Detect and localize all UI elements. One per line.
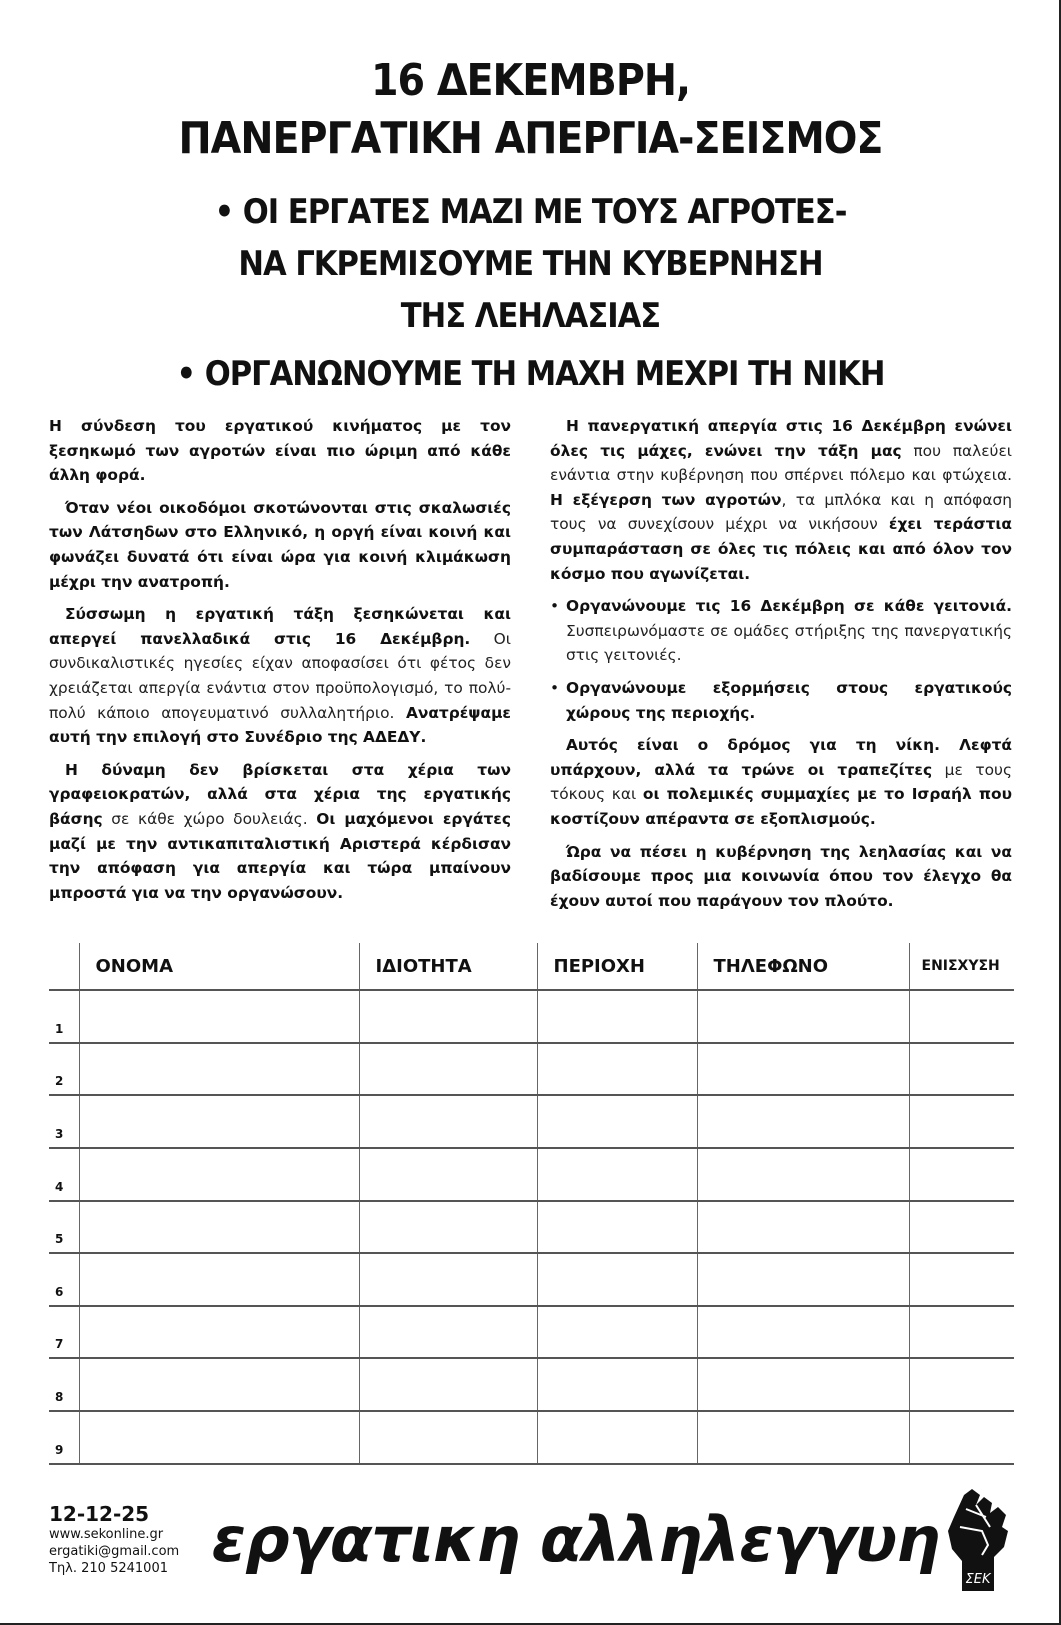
cell-donation[interactable] xyxy=(909,1043,1014,1096)
cell-donation[interactable] xyxy=(909,1358,1014,1411)
body-columns xyxy=(49,414,1012,921)
cell-area[interactable] xyxy=(537,1253,697,1306)
right-bullet-1-bold: Οργανώνουμε τις 16 Δεκέμβρη σε κάθε γειτονιά. xyxy=(566,597,1012,616)
cell-area[interactable] xyxy=(537,1306,697,1359)
table-row xyxy=(49,1148,1014,1201)
slogan-1-line-3: ΤΗΣ ΛΕΗΛΑΣΙΑΣ xyxy=(400,296,661,336)
left-column xyxy=(49,414,511,921)
right-bullet-2 xyxy=(550,676,1012,725)
row-number: 9 xyxy=(49,1411,79,1464)
table-row xyxy=(49,1095,1014,1148)
row-number: 8 xyxy=(49,1358,79,1411)
cell-phone[interactable] xyxy=(697,1253,909,1306)
cell-phone[interactable] xyxy=(697,1358,909,1411)
right-p2-bold: Αυτός είναι ο δρόμος για τη νίκη. Λεφτά υπάρχουν, αλλά τα τρώνε οι τραπεζίτες xyxy=(550,736,1012,779)
cell-phone[interactable] xyxy=(697,1148,909,1201)
left-paragraph-3 xyxy=(49,602,511,750)
row-number: 4 xyxy=(49,1148,79,1201)
header-occupation: ΙΔΙΟΤΗΤΑ xyxy=(359,943,537,990)
main-title xyxy=(49,52,1012,168)
cell-area[interactable] xyxy=(537,1043,697,1096)
right-p1-light: που παλεύει ενάντια στην κυβέρνηση που σπέρνει πόλεμο και φτώχεια. xyxy=(550,441,1012,485)
cell-area[interactable] xyxy=(537,1095,697,1148)
phone-number: Τηλ. 210 5241001 xyxy=(49,1561,168,1577)
left-paragraph-1 xyxy=(49,414,511,488)
left-paragraph-4 xyxy=(49,758,511,906)
cell-name[interactable] xyxy=(79,1306,359,1359)
masthead-logo: εργατικη αλληλεγγυη xyxy=(211,1502,940,1576)
cell-occupation[interactable] xyxy=(359,1411,537,1464)
cell-area[interactable] xyxy=(537,1411,697,1464)
row-number: 5 xyxy=(49,1201,79,1254)
cell-phone[interactable] xyxy=(697,1201,909,1254)
cell-occupation[interactable] xyxy=(359,1358,537,1411)
row-number: 1 xyxy=(49,990,79,1043)
cell-occupation[interactable] xyxy=(359,1201,537,1254)
bullet-icon: • xyxy=(550,678,560,697)
cell-occupation[interactable] xyxy=(359,1306,537,1359)
footer xyxy=(49,1487,1012,1593)
slogan-1-line-1: • ΟΙ ΕΡΓΑΤΕΣ ΜΑΖΙ ΜΕ ΤΟΥΣ ΑΓΡΟΤΕΣ- xyxy=(214,192,847,232)
right-paragraph-3 xyxy=(550,840,1012,914)
issue-date: 12-12-25 xyxy=(49,1502,150,1527)
cell-donation[interactable] xyxy=(909,1306,1014,1359)
right-column xyxy=(550,414,1012,921)
right-p1-bold3: έχει τεράστια συμπαράσταση σε όλες τις πόλεις και από όλον τον κόσμο που αγωνίζεται. xyxy=(550,515,1013,583)
table-row xyxy=(49,1411,1014,1464)
cell-occupation[interactable] xyxy=(359,990,537,1043)
right-p1-bold: Η πανεργατική απεργία στις 16 Δεκέμβρη ενώνει όλες τις μάχες, ενώνει την τάξη μας xyxy=(550,417,1012,460)
left-paragraph-2 xyxy=(49,496,511,594)
row-number: 6 xyxy=(49,1253,79,1306)
right-p3-bold: Ώρα να πέσει η κυβέρνηση της λεηλασίας και να βαδίσουμε προς μια κοινωνία όπου τον έλεγχο θα έχουν αυτοί που παράγουν τον πλούτο. xyxy=(550,842,1012,910)
left-p2-text: Όταν νέοι οικοδόμοι σκοτώνονται στις σκαλωσιές των Λάτσηδων στο Ελληνικό, η οργή είναι κοινή και φωνάζει δυνατά ότι είναι ώρα για κοινή κλιμάκωση μέχρι την ανατροπή. xyxy=(49,498,511,591)
cell-phone[interactable] xyxy=(697,1411,909,1464)
cell-occupation[interactable] xyxy=(359,1043,537,1096)
cell-name[interactable] xyxy=(79,1095,359,1148)
slogan-1-line-2: ΝΑ ΓΚΡΕΜΙΣΟΥΜΕ ΤΗΝ ΚΥΒΕΡΝΗΣΗ xyxy=(238,244,823,284)
right-bullet-1 xyxy=(550,594,1012,668)
header-phone: ΤΗΛΕΦΩΝΟ xyxy=(697,943,909,990)
cell-phone[interactable] xyxy=(697,1043,909,1096)
left-p4-bold: Η δύναμη δεν βρίσκεται στα χέρια των γραφειοκρατών, αλλά στα χέρια της εργατικής βάσης xyxy=(49,760,511,828)
cell-occupation[interactable] xyxy=(359,1148,537,1201)
cell-area[interactable] xyxy=(537,1148,697,1201)
cell-name[interactable] xyxy=(79,1148,359,1201)
bullet-icon: • xyxy=(550,597,560,616)
slogan-1 xyxy=(49,186,1012,342)
cell-phone[interactable] xyxy=(697,1095,909,1148)
right-p2-light: με τους τόκους και xyxy=(550,760,1012,804)
cell-phone[interactable] xyxy=(697,1306,909,1359)
table-header-row xyxy=(49,943,1014,990)
cell-phone[interactable] xyxy=(697,990,909,1043)
slogan-2-text: • ΟΡΓΑΝΩΝΟΥΜΕ ΤΗ ΜΑΧΗ ΜΕΧΡΙ ΤΗ ΝΙΚΗ xyxy=(176,354,885,394)
cell-occupation[interactable] xyxy=(359,1095,537,1148)
right-paragraph-2 xyxy=(550,733,1012,831)
row-number: 7 xyxy=(49,1306,79,1359)
table-row xyxy=(49,990,1014,1043)
email-link[interactable]: ergatiki@gmail.com xyxy=(49,1544,180,1560)
header-number-cell xyxy=(49,943,79,990)
right-paragraph-1 xyxy=(550,414,1012,586)
cell-donation[interactable] xyxy=(909,1411,1014,1464)
cell-name[interactable] xyxy=(79,1358,359,1411)
header-name: ΟΝΟΜΑ xyxy=(79,943,359,990)
slogan-2 xyxy=(49,348,1012,400)
left-p3-bold2: Ανατρέψαμε αυτή την επιλογή στο Συνέδριο της ΑΔΕΔΥ. xyxy=(49,703,511,747)
website-link[interactable]: www.sekonline.gr xyxy=(49,1527,164,1543)
signup-table xyxy=(49,943,1014,1464)
right-p2-bold2: οι πολεμικές συμμαχίες με το Ισραήλ που κοστίζουν απέραντα σε εξοπλισμούς. xyxy=(550,785,1012,828)
cell-name[interactable] xyxy=(79,1043,359,1096)
table-row xyxy=(49,1358,1014,1411)
cell-area[interactable] xyxy=(537,1201,697,1254)
cell-area[interactable] xyxy=(537,990,697,1043)
right-p1-bold2: Η εξέγερση των αγροτών xyxy=(550,490,782,509)
table-row xyxy=(49,1306,1014,1359)
left-p4-light: σε κάθε χώρο δουλειάς. xyxy=(102,809,317,828)
table-row xyxy=(49,1201,1014,1254)
right-bullet-2-bold: Οργανώνουμε εξορμήσεις στους εργατικούς χώρους της περιοχής. xyxy=(566,678,1012,722)
left-p4-bold2: Οι μαχόμενοι εργάτες μαζί με την αντικαπιταλιστική Αριστερά κέρδισαν την απόφαση για απεργία και τώρα μπαίνουν μπροστά για να την οργανώσουν. xyxy=(49,809,511,902)
left-p3-bold: Σύσσωμη η εργατική τάξη ξεσηκώνεται και απεργεί πανελλαδικά στις 16 Δεκέμβρη. xyxy=(49,605,511,648)
title-line-2: ΠΑΝΕΡΓΑΤΙΚΗ ΑΠΕΡΓΙΑ-ΣΕΙΣΜΟΣ xyxy=(178,113,883,164)
row-number: 3 xyxy=(49,1095,79,1148)
right-bullet-1-light: Συσπειρωνόμαστε σε ομάδες στήριξης της πανεργατικής στις γειτονιές. xyxy=(566,621,1012,665)
cell-donation[interactable] xyxy=(909,1253,1014,1306)
left-p1-text: Η σύνδεση του εργατικού κινήματος με τον ξεσηκωμό των αγροτών είναι πιο ώριμη από κάθε άλλη φορά. xyxy=(49,417,511,485)
table-row xyxy=(49,1043,1014,1096)
raised-fist-icon xyxy=(946,1487,1012,1593)
header-donation: ΕΝΙΣΧΥΣΗ xyxy=(909,943,1014,990)
right-p1-light2: , τα μπλόκα και η απόφαση τους να συνεχίσουν μέχρι να νικήσουν xyxy=(550,490,1012,534)
cell-donation[interactable] xyxy=(909,990,1014,1043)
header-area: ΠΕΡΙΟΧΗ xyxy=(537,943,697,990)
cell-donation[interactable] xyxy=(909,1148,1014,1201)
cell-name[interactable] xyxy=(79,1201,359,1254)
cell-donation[interactable] xyxy=(909,1201,1014,1254)
cell-occupation[interactable] xyxy=(359,1253,537,1306)
left-p3-light: Οι συνδικαλιστικές ηγεσίες είχαν αποφασίσει ότι φέτος δεν χρειάζεται απεργία ενάντια στον προϋπολογισμό, το πολύ-πολύ κάποιο απογευματινό συλλαλητήριο. xyxy=(49,629,512,722)
title-line-1: 16 ΔΕΚΕΜΒΡΗ, xyxy=(370,55,690,106)
logo-label: ΣΕΚ xyxy=(965,1571,991,1587)
cell-name[interactable] xyxy=(79,990,359,1043)
footer-info xyxy=(49,1502,205,1577)
cell-donation[interactable] xyxy=(909,1095,1014,1148)
row-number: 2 xyxy=(49,1043,79,1096)
table-row xyxy=(49,1253,1014,1306)
cell-name[interactable] xyxy=(79,1253,359,1306)
cell-area[interactable] xyxy=(537,1358,697,1411)
cell-name[interactable] xyxy=(79,1411,359,1464)
